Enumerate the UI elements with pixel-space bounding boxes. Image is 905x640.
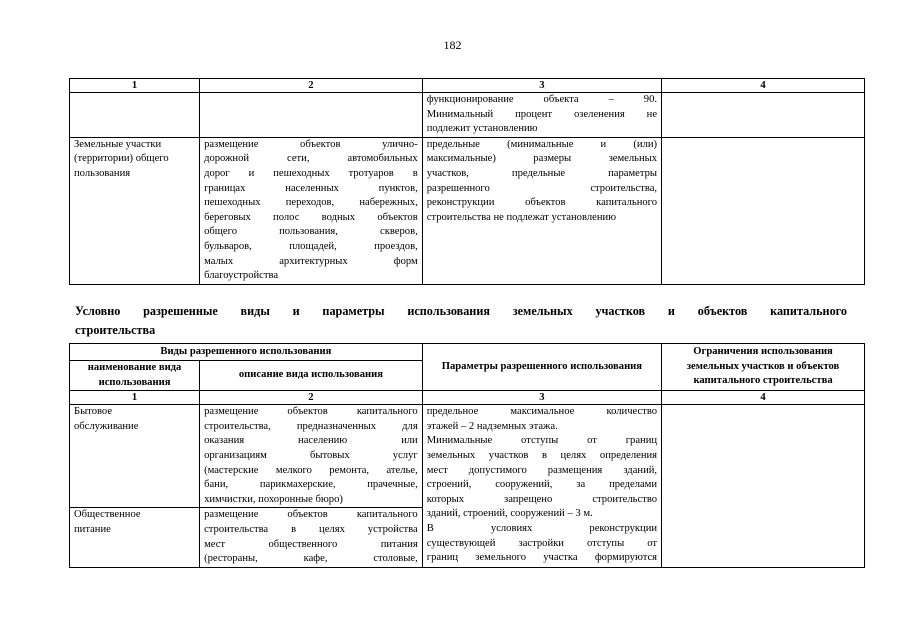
text-line: питание bbox=[74, 523, 111, 535]
text-line: максимальные) размеры земельных bbox=[426, 153, 658, 165]
text-line: строительства не подлежат установлению bbox=[426, 211, 617, 223]
page-number: 182 bbox=[443, 38, 462, 52]
parameters-cell bbox=[422, 405, 661, 568]
use-description-cell bbox=[200, 508, 423, 567]
section-heading bbox=[75, 302, 847, 340]
text-line: (рестораны, кафе, столовые, bbox=[204, 553, 418, 565]
conditional-use-table bbox=[69, 343, 865, 568]
text-line: земельных участков в целях определения bbox=[426, 449, 658, 461]
text-line: границ земельного участка формируются bbox=[426, 552, 658, 564]
column-number: 2 bbox=[200, 79, 423, 93]
use-description-header: описание вида использования bbox=[200, 361, 423, 391]
column-number: 2 bbox=[200, 391, 423, 405]
column-number: 3 bbox=[422, 79, 661, 93]
text-line: общего пользования, скверов, bbox=[204, 226, 418, 238]
section-heading-line: Условно разрешенные виды и параметры использования земельных участков и объектов капитального bbox=[75, 304, 847, 318]
parameters-header: Параметры разрешенного использования bbox=[422, 344, 661, 391]
text-line: мест допустимого размещения зданий, bbox=[426, 464, 658, 476]
text-line: разрешенного строительства, bbox=[426, 182, 658, 194]
table-header-row bbox=[70, 344, 865, 361]
text-line: благоустройства bbox=[204, 270, 279, 282]
use-description-cell bbox=[200, 405, 423, 508]
text-line: Минимальные отступы от границ bbox=[426, 435, 658, 447]
text-line: оказания населению или bbox=[204, 435, 418, 447]
text-line: предельное максимальное количество bbox=[426, 406, 658, 418]
text-line: пользования bbox=[74, 167, 131, 179]
table-row bbox=[70, 93, 865, 138]
use-name-cell bbox=[70, 405, 200, 508]
use-description-cell bbox=[200, 93, 423, 138]
text-line: Земельные участки bbox=[74, 138, 162, 150]
text-line: организациям бытовых услуг bbox=[204, 449, 418, 461]
use-description-cell bbox=[200, 137, 423, 284]
column-number: 1 bbox=[70, 79, 200, 93]
column-number: 3 bbox=[422, 391, 661, 405]
text-line: размещение объектов капитального bbox=[204, 406, 418, 418]
text-line: Общественное bbox=[74, 509, 141, 521]
use-name-cell bbox=[70, 137, 200, 284]
text-line: пешеходных переходов, набережных, bbox=[204, 197, 418, 209]
use-name-header: наименование вида использования bbox=[70, 361, 200, 391]
text-line: которых запрещено строительство bbox=[426, 493, 658, 505]
column-number: 4 bbox=[662, 391, 865, 405]
text-line: (мастерские мелкого ремонта, ателье, bbox=[204, 464, 418, 476]
restrictions-cell bbox=[662, 405, 865, 568]
text-line: дорог и пешеходных тротуаров в bbox=[204, 167, 418, 179]
text-line: зданий, строений, сооружений – 3 м. bbox=[426, 508, 593, 520]
text-line: размещение объектов улично- bbox=[204, 138, 418, 150]
permitted-use-types-header: Виды разрешенного использования bbox=[70, 344, 423, 361]
text-line: функционирование объекта – 90. bbox=[426, 94, 658, 105]
text-line: химчистки, похоронные бюро) bbox=[204, 493, 343, 505]
permitted-use-table-continued bbox=[69, 78, 865, 285]
text-line: бани, парикмахерские, прачечные, bbox=[204, 479, 418, 491]
text-line: этажей – 2 надземных этажа. bbox=[426, 420, 558, 432]
text-line: размещение объектов капитального bbox=[204, 509, 418, 521]
restrictions-cell bbox=[662, 137, 865, 284]
parameters-cell bbox=[422, 137, 661, 284]
text-line: Бытовое bbox=[74, 406, 113, 418]
text-line: В условиях реконструкции bbox=[426, 522, 658, 534]
use-name-cell bbox=[70, 93, 200, 138]
text-line: малых архитектурных форм bbox=[204, 255, 418, 267]
section-heading-line: строительства bbox=[75, 323, 156, 337]
text-line: предельные (минимальные и (или) bbox=[426, 138, 658, 150]
text-line: реконструкции объектов капитального bbox=[426, 197, 658, 209]
text-line: строительства, предназначенных для bbox=[204, 420, 418, 432]
text-line: существующей застройки отступы от bbox=[426, 537, 658, 549]
text-line: строительства в целях устройства bbox=[204, 523, 418, 535]
text-line: (территории) общего bbox=[74, 153, 169, 165]
text-line: обслуживание bbox=[74, 420, 139, 432]
column-number: 4 bbox=[662, 79, 865, 93]
text-line: строений, сооружений, за пределами bbox=[426, 479, 658, 491]
text-line: участков, предельные параметры bbox=[426, 167, 658, 179]
restrictions-cell bbox=[662, 93, 865, 138]
column-number-row bbox=[70, 391, 865, 405]
column-number-row bbox=[70, 79, 865, 93]
text-line: границах населенных пунктов, bbox=[204, 182, 418, 194]
restrictions-header: Ограничения использования земельных участков и объектов капитального строительства bbox=[662, 344, 865, 391]
text-line: Минимальный процент озеленения не bbox=[426, 108, 658, 120]
text-line: мест общественного питания bbox=[204, 538, 418, 550]
column-number: 1 bbox=[70, 391, 200, 405]
use-name-cell bbox=[70, 508, 200, 567]
text-line: дорожной сети, автомобильных bbox=[204, 153, 418, 165]
text-line: подлежит установлению bbox=[426, 123, 538, 135]
table-row bbox=[70, 405, 865, 508]
parameters-cell bbox=[422, 93, 661, 138]
text-line: береговых полос водных объектов bbox=[204, 211, 418, 223]
table-row bbox=[70, 137, 865, 284]
text-line: бульваров, площадей, проездов, bbox=[204, 240, 418, 252]
